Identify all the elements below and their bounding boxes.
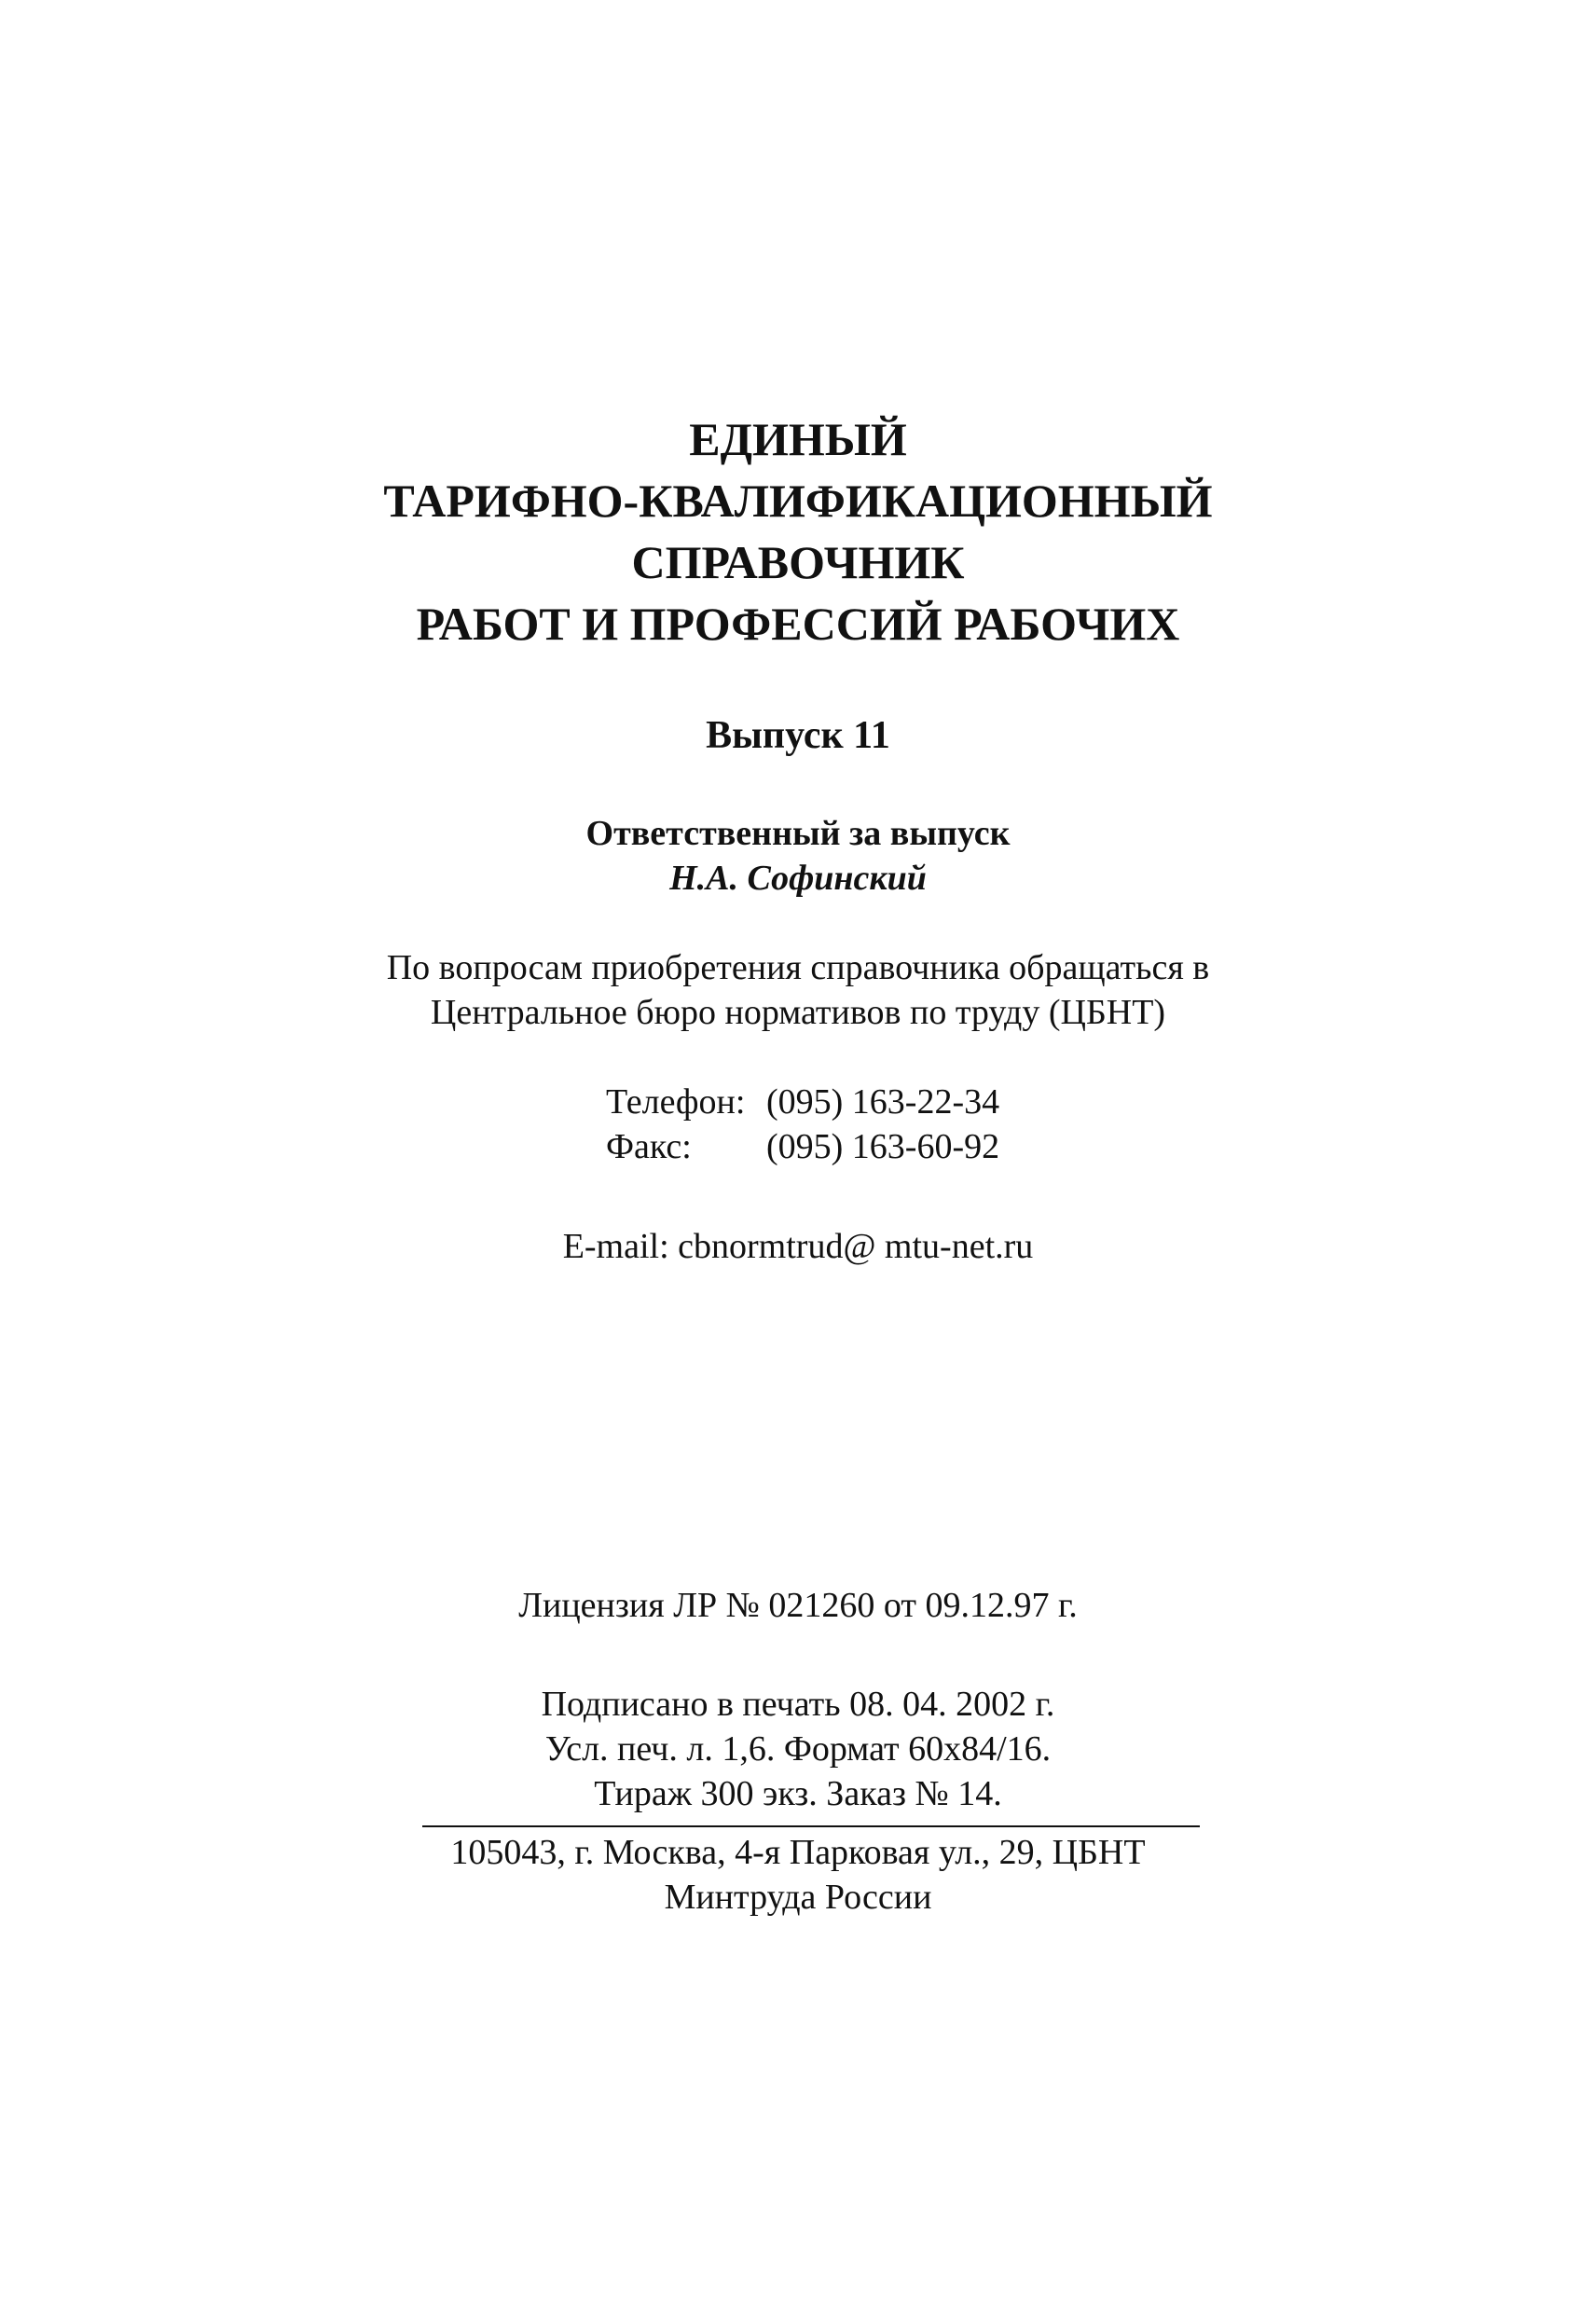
address <box>0 1830 1596 1920</box>
purchase-info-line-1: По вопросам приобретения справочника обращаться в <box>386 948 1210 987</box>
fax-row <box>606 1124 999 1169</box>
contacts <box>606 1080 999 1169</box>
print-info <box>0 1682 1596 1816</box>
responsible-section <box>0 811 1596 901</box>
fax-value: (095) 163-60-92 <box>766 1127 1000 1166</box>
phone-row <box>606 1080 999 1124</box>
purchase-info-line-2: Центральное бюро нормативов по труду (ЦБНТ) <box>430 993 1166 1032</box>
address-line-1: 105043, г. Москва, 4-я Парковая ул., 29, ЦБНТ <box>450 1833 1146 1872</box>
print-info-line-2: Усл. печ. л. 1,6. Формат 60x84/16. <box>544 1729 1052 1769</box>
address-line-2: Минтруда России <box>664 1878 932 1917</box>
print-info-line-1: Подписано в печать 08. 04. 2002 г. <box>541 1685 1055 1724</box>
phone-label: Телефон: <box>606 1082 746 1122</box>
responsible-label: Ответственный за выпуск <box>585 814 1011 853</box>
responsible-name: Н.А. Софинский <box>669 859 927 898</box>
phone-value: (095) 163-22-34 <box>766 1082 1000 1122</box>
print-info-line-3: Тираж 300 экз. Заказ № 14. <box>594 1774 1002 1813</box>
email-line: E-mail: cbnormtrud@ mtu-net.ru <box>562 1227 1034 1266</box>
purchase-info <box>0 945 1596 1035</box>
license-line: Лицензия ЛР № 021260 от 09.12.97 г. <box>518 1586 1078 1625</box>
title-line-2: ТАРИФНО-КВАЛИФИКАЦИОННЫЙ <box>383 475 1213 527</box>
document-title <box>0 408 1596 654</box>
title-line-1: ЕДИНЫЙ <box>689 413 907 465</box>
title-line-3: СПРАВОЧНИК <box>631 536 965 588</box>
issue-number: Выпуск 11 <box>706 714 890 757</box>
divider-rule <box>422 1825 1200 1827</box>
fax-label: Факс: <box>606 1127 692 1166</box>
title-line-4: РАБОТ И ПРОФЕССИЙ РАБОЧИХ <box>416 598 1180 650</box>
